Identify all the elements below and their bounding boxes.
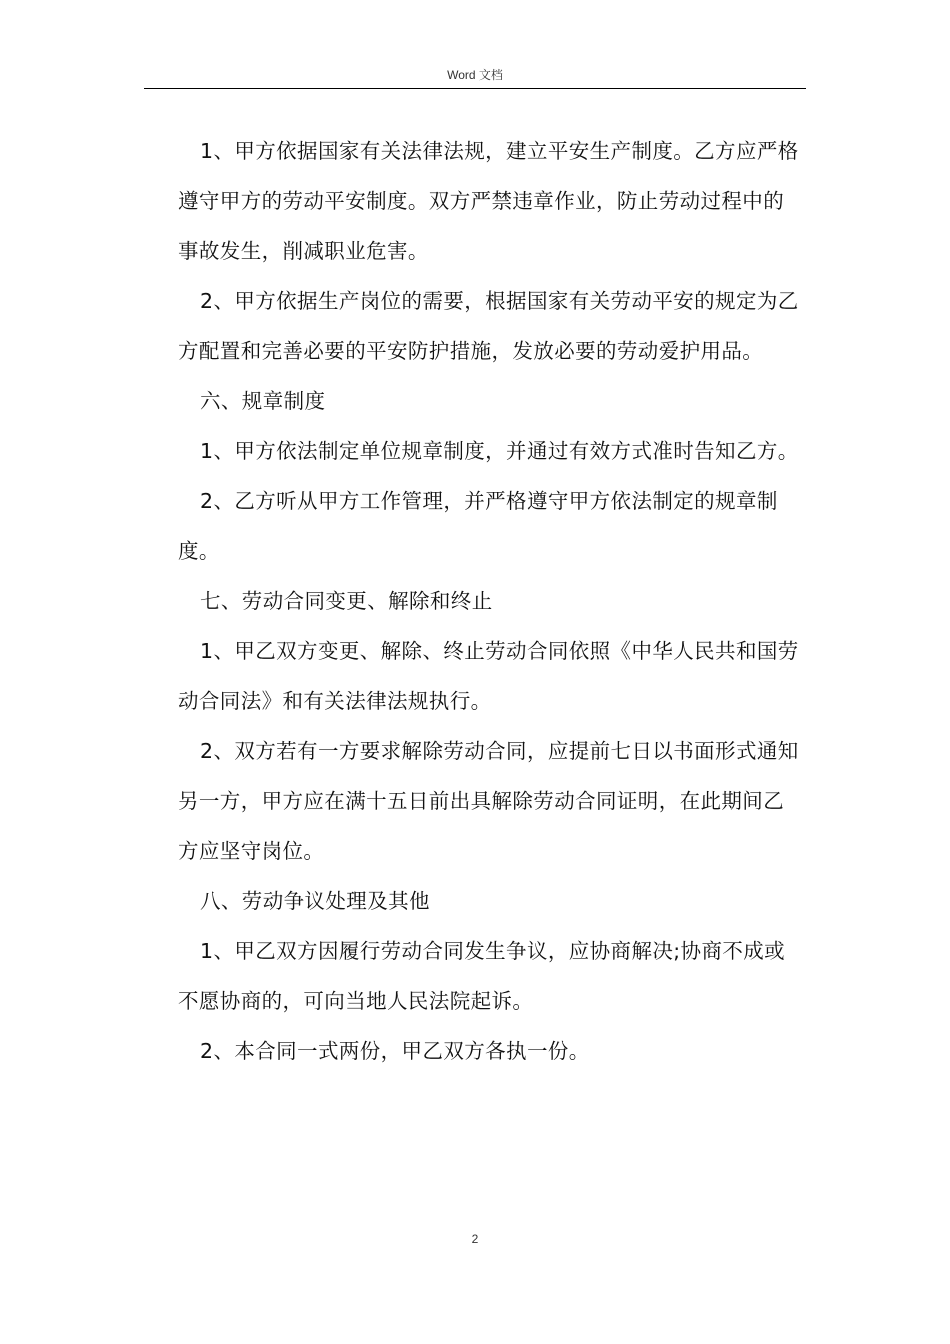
- section-heading-disputes: 八、劳动争议处理及其他: [200, 889, 430, 913]
- page-number: 2: [471, 1232, 479, 1246]
- paragraph-contract-law: 1、甲乙双方变更、解除、终止劳动合同依照《中华人民共和国劳动合同法》和有关法律法规执行。: [178, 639, 799, 713]
- paragraph-protective-measures: 2、甲方依据生产岗位的需要，根据国家有关劳动平安的规定为乙方配置和完善必要的平安防护措施，发放必要的劳动爱护用品。: [178, 289, 799, 363]
- paragraph-copies: 2、本合同一式两份，甲乙双方各执一份。: [200, 1039, 590, 1063]
- paragraph-rules-notice: 1、甲方依法制定单位规章制度，并通过有效方式准时告知乙方。: [200, 439, 799, 463]
- paragraph-contract-termination: 2、双方若有一方要求解除劳动合同，应提前七日以书面形式通知另一方，甲方应在满十五日前出具解除劳动合同证明，在此期间乙方应坚守岗位。: [178, 739, 799, 863]
- paragraph-rules-compliance: 2、乙方听从甲方工作管理，并严格遵守甲方依法制定的规章制度。: [178, 489, 778, 563]
- paragraph-safety-system: 1、甲方依据国家有关法律法规，建立平安生产制度。乙方应严格遵守甲方的劳动平安制度。双方严禁违章作业，防止劳动过程中的事故发生，削减职业危害。: [178, 139, 799, 263]
- section-heading-contract-change: 七、劳动合同变更、解除和终止: [200, 589, 493, 613]
- page-header: Word 文档: [447, 68, 503, 82]
- paragraph-dispute-resolution: 1、甲乙双方因履行劳动合同发生争议，应协商解决;协商不成或不愿协商的，可向当地人民法院起诉。: [178, 939, 786, 1013]
- section-heading-rules: 六、规章制度: [200, 389, 326, 413]
- header-divider: [144, 88, 806, 89]
- document-body: [178, 126, 804, 1076]
